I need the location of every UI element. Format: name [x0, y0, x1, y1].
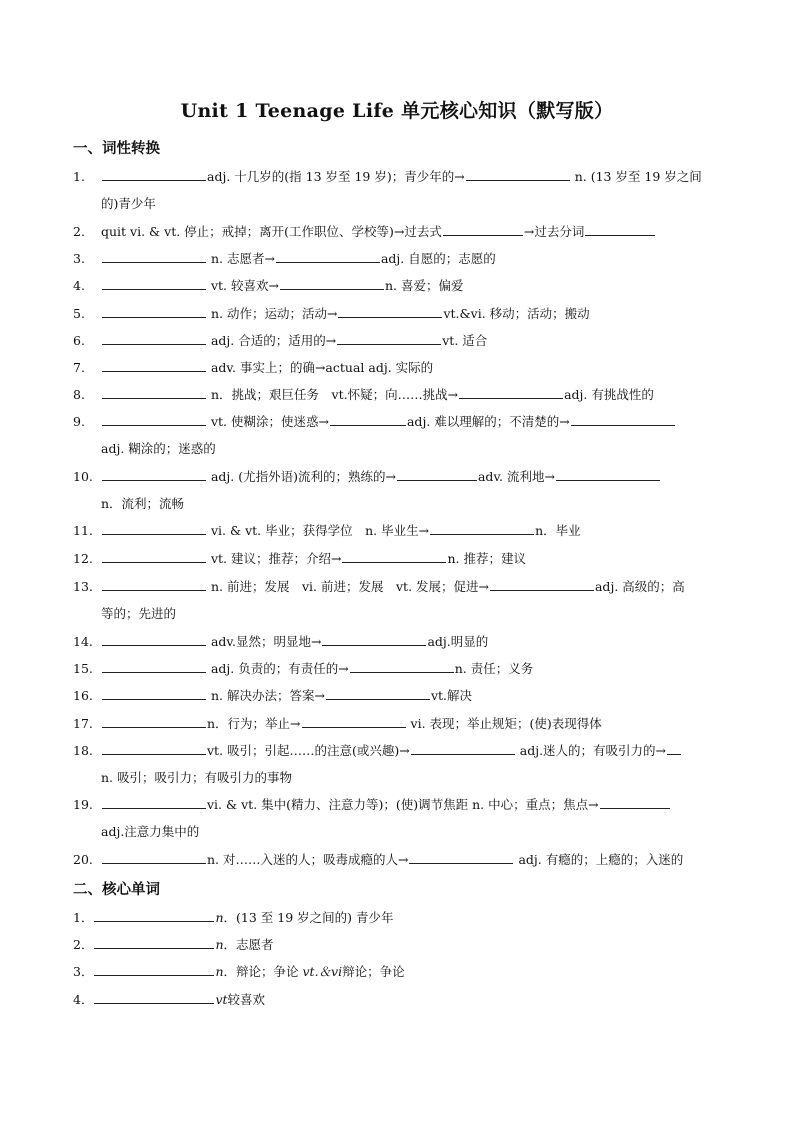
- answer-blank[interactable]: [459, 386, 563, 399]
- list-item: 18. vt. 吸引；引起……的注意(或兴趣)→ adj.迷人的；有吸引力的→: [73, 741, 723, 760]
- answer-blank[interactable]: [102, 332, 206, 345]
- list-item: 3. n. 志愿者→ adj. 自愿的；志愿的: [73, 251, 496, 266]
- answer-blank[interactable]: [102, 715, 206, 728]
- answer-blank[interactable]: [302, 715, 406, 728]
- list-item: 19. vi. & vt. 集中(精力、注意力等)；(使)调节焦距 n. 中心；重点；焦点→: [73, 795, 723, 814]
- answer-blank[interactable]: [443, 223, 523, 236]
- list-item: 1． n．(13 至 19 岁之间的) 青少年: [73, 910, 394, 925]
- answer-blank[interactable]: [102, 687, 206, 700]
- answer-blank[interactable]: [490, 578, 594, 591]
- answer-blank[interactable]: [94, 963, 214, 976]
- answer-blank[interactable]: [102, 413, 206, 426]
- answer-blank[interactable]: [102, 578, 206, 591]
- answer-blank[interactable]: [102, 168, 206, 181]
- list-item: 6. adj. 合适的；适用的→ vt. 适合: [73, 333, 488, 348]
- answer-blank[interactable]: [350, 660, 454, 673]
- list-item: 2. quit vi. & vt. 停止；戒掉；离开(工作职位、学校等)→过去式 →过去分词: [73, 222, 723, 241]
- answer-blank[interactable]: [430, 522, 534, 535]
- list-item: 4. vt. 较喜欢→ n. 喜爱；偏爱: [73, 278, 464, 293]
- list-item: 17. n．行为；举止→ vi. 表现；举止规矩；(使)表现得体: [73, 716, 602, 731]
- answer-blank[interactable]: [585, 223, 655, 236]
- answer-blank[interactable]: [326, 687, 430, 700]
- list-item: 14. adv.显然；明显地→ adj.明显的: [73, 634, 489, 649]
- list-item: 3． n．辩论；争论 vt.＆vi辩论；争论: [73, 964, 405, 979]
- answer-blank[interactable]: [102, 742, 206, 755]
- list-item: 12. vt. 建议；推荐；介绍→ n. 推荐；建议: [73, 551, 526, 566]
- list-item-continuation: n. 吸引；吸引力；有吸引力的事物: [101, 770, 292, 785]
- answer-blank[interactable]: [102, 851, 206, 864]
- list-item: 1. adj. 十几岁的(指 13 岁至 19 岁)；青少年的→ n. (13 岁至 19 岁之间: [73, 169, 702, 184]
- answer-blank[interactable]: [102, 359, 206, 372]
- answer-blank[interactable]: [600, 796, 670, 809]
- list-item: 9. vt. 使糊涂；使迷惑→ adj. 难以理解的；不清楚的→: [73, 412, 723, 431]
- answer-blank[interactable]: [94, 936, 214, 949]
- answer-blank[interactable]: [102, 277, 206, 290]
- answer-blank[interactable]: [102, 796, 206, 809]
- answer-blank[interactable]: [102, 550, 206, 563]
- answer-blank[interactable]: [102, 660, 206, 673]
- answer-blank[interactable]: [466, 168, 570, 181]
- answer-blank[interactable]: [411, 742, 515, 755]
- list-item: 4． vt较喜欢: [73, 992, 266, 1007]
- answer-blank[interactable]: [102, 468, 206, 481]
- answer-blank[interactable]: [342, 550, 446, 563]
- list-item: 8. n．挑战；艰巨任务 vt.怀疑；向……挑战→ adj. 有挑战性的: [73, 387, 654, 402]
- list-item: 10. adj. (尤指外语)流利的；熟练的→ adv. 流利地→: [73, 467, 723, 486]
- list-item: 16. n. 解决办法；答案→ vt.解决: [73, 688, 473, 703]
- answer-blank[interactable]: [102, 305, 206, 318]
- answer-blank[interactable]: [338, 305, 442, 318]
- answer-blank[interactable]: [409, 851, 513, 864]
- answer-blank[interactable]: [337, 332, 441, 345]
- answer-blank[interactable]: [102, 386, 206, 399]
- list-item: 2． n．志愿者: [73, 937, 274, 952]
- answer-blank[interactable]: [102, 633, 206, 646]
- answer-blank[interactable]: [280, 277, 384, 290]
- answer-blank[interactable]: [94, 909, 214, 922]
- answer-blank[interactable]: [322, 633, 426, 646]
- answer-blank[interactable]: [102, 522, 206, 535]
- answer-blank[interactable]: [667, 742, 681, 755]
- list-item: 7. adv. 事实上；的确→actual adj. 实际的: [73, 360, 434, 375]
- list-item-continuation: 等的；先进的: [101, 606, 177, 621]
- answer-blank[interactable]: [276, 250, 380, 263]
- list-item-continuation: 的)青少年: [101, 196, 156, 211]
- answer-blank[interactable]: [94, 991, 214, 1004]
- list-item: 11. vi. & vt. 毕业；获得学位 n. 毕业生→ n．毕业: [73, 523, 581, 538]
- answer-blank[interactable]: [556, 468, 660, 481]
- list-item: 13. n. 前进；发展 vi. 前进；发展 vt. 发展；促进→ adj. 高级的；高: [73, 579, 685, 594]
- list-item-continuation: n．流利；流畅: [101, 496, 185, 511]
- answer-blank[interactable]: [102, 250, 206, 263]
- list-item: 5. n. 动作；运动；活动→ vt.&vi. 移动；活动；搬动: [73, 306, 590, 321]
- section-heading-word-forms: 一、词性转换: [73, 140, 160, 157]
- page-title: Unit 1 Teenage Life 单元核心知识（默写版）: [180, 100, 614, 122]
- answer-blank[interactable]: [397, 468, 477, 481]
- answer-blank[interactable]: [571, 413, 675, 426]
- list-item-continuation: adj.注意力集中的: [101, 824, 200, 839]
- section-heading-core-words: 二、核心单词: [73, 881, 160, 898]
- list-item: 20. n. 对……入迷的人；吸毒成瘾的人→ adj. 有瘾的；上瘾的；入迷的: [73, 852, 684, 867]
- list-item: 15. adj. 负责的；有责任的→ n. 责任；义务: [73, 661, 534, 676]
- list-item-continuation: adj. 糊涂的；迷惑的: [101, 441, 216, 456]
- answer-blank[interactable]: [330, 413, 406, 426]
